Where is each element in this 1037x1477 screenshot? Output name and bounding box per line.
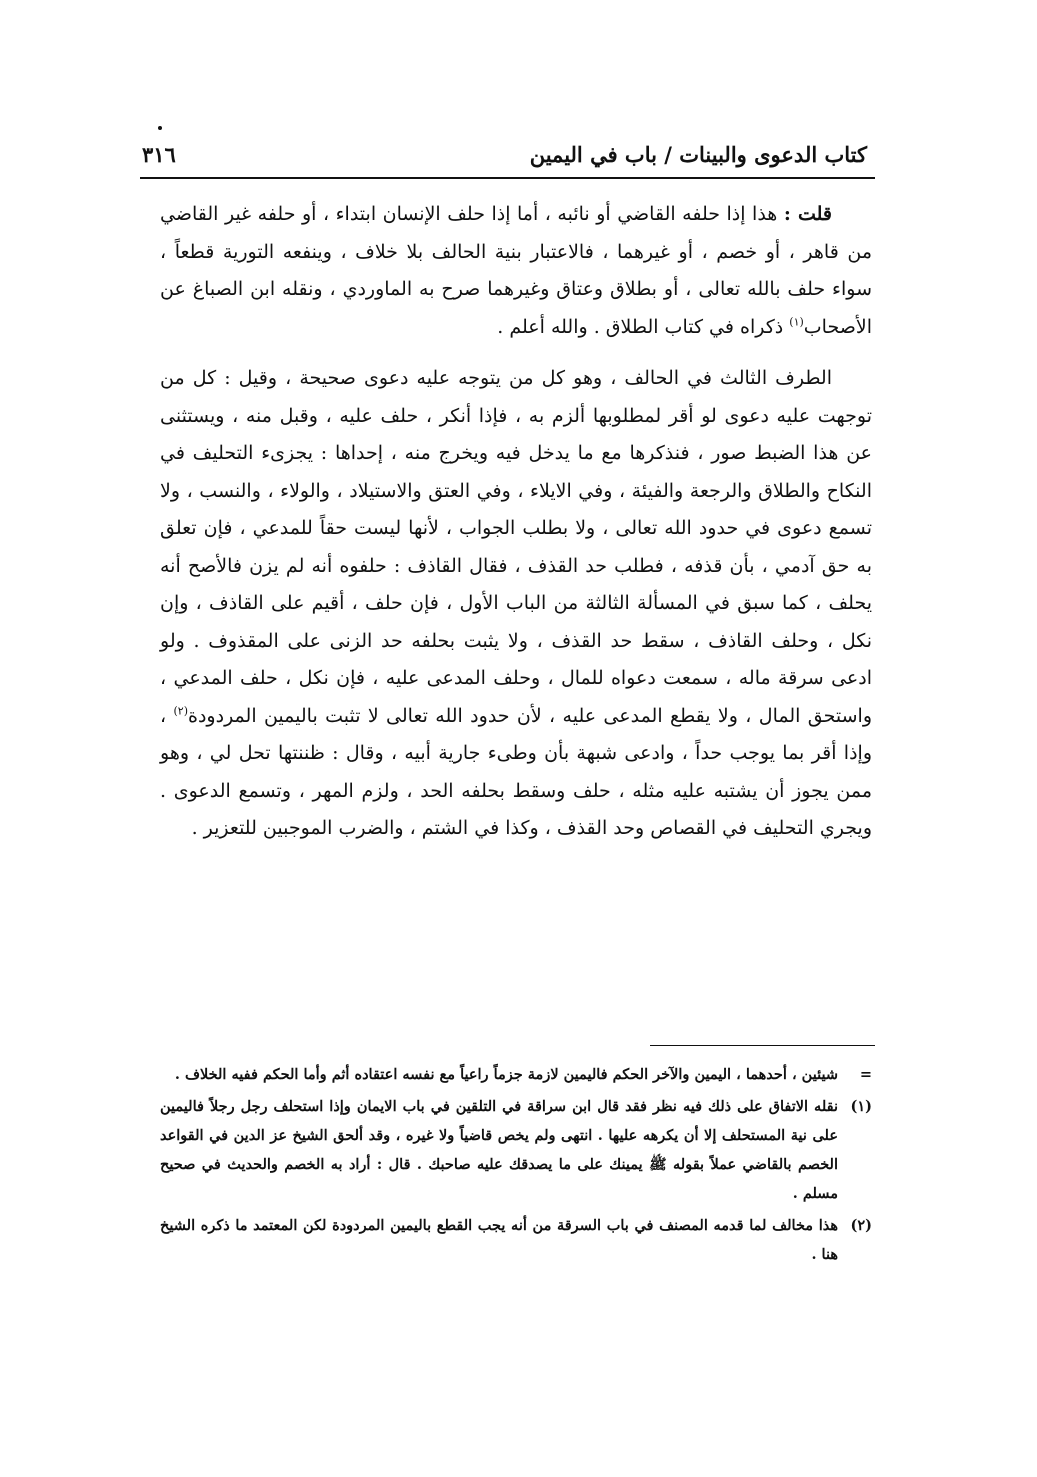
paragraph-text: ذكراه في كتاب الطلاق . والله أعلم . xyxy=(497,315,790,338)
footnote-1 xyxy=(160,1092,872,1208)
footnote-ref-2[interactable]: (٢) xyxy=(173,704,189,718)
page-number: ٣١٦ xyxy=(142,142,176,167)
footnote-marker: (٢) xyxy=(850,1217,872,1234)
paragraph-lead: قلت : xyxy=(783,203,832,225)
footnote-text: هذا مخالف لما قدمه المصنف في باب السرقة من أنه يجب القطع باليمين المردودة لكن المعتمد ما ذكره الشيخ هنا . xyxy=(160,1217,838,1263)
paragraph-1 xyxy=(160,196,872,346)
header-divider xyxy=(140,177,875,179)
main-text xyxy=(160,196,872,848)
footnotes xyxy=(160,1060,872,1272)
footnote-continuation xyxy=(160,1060,872,1089)
header-title: كتاب الدعوى والبينات / باب في اليمين xyxy=(529,142,867,167)
footnote-marker: = xyxy=(859,1066,872,1083)
footnote-ref-1[interactable]: (١) xyxy=(789,315,804,329)
paragraph-text: الطرف الثالث في الحالف ، وهو كل من يتوجه عليه دعوى صحيحة ، وقيل : كل من توجهت عليه دعوى لو أقر لمطلوبها ألزم به ، فإذا أنكر ، حلف عليه ، وقبل منه ، ويستثنى عن هذا الضبط صور ، فنذكرها مع ما يدخل فيه ويخرج منه ، إحداها : يجزىء التحليف في النكاح والطلاق والرجعة والفيئة ، وفي الايلاء ، وفي العتق والاستيلاد ، والولاء ، والنسب ، ولا تسمع دعوى في حدود الله تعالى ، ولا بطلب الجواب ، لأنها ليست حقاً للمدعي ، فإن تعلق به حق آدمي ، بأن قذفه ، فطلب حد القذف ، فقال القاذف : حلفوه أنه لم يزن فالأصح أنه يحلف ، كما سبق في المسألة الثالثة من الباب الأول ، فإن حلف ، أقيم على القاذف ، وإن نكل ، وحلف القاذف ، سقط حد القذف ، ولا يثبت بحلفه حد الزنى على المقذوف . ولو ادعى سرقة ماله ، سمعت دعواه للمال ، وحلف المدعى عليه ، فإن نكل ، حلف المدعي ، واستحق المال ، ولا يقطع المدعى عليه ، لأن حدود الله تعالى لا تثبت باليمين المردودة xyxy=(160,367,873,727)
paragraph-text: هذا إذا حلفه القاضي أو نائبه ، أما إذا حلف الإنسان ابتداء ، أو حلفه غير القاضي من قاهر ، أو خصم ، أو غيرهما ، فالاعتبار بنية الحالف بلا خلاف ، وينفعه التورية قطعاً ، سواء حلف بالله تعالى ، أو بطلاق وعتاق وغيرهما صرح به الماوردي ، ونقله ابن الصباغ عن الأصحاب xyxy=(160,203,872,338)
footnote-text: نقله الاتفاق على ذلك فيه نظر فقد قال ابن سراقة في التلقين في باب الايمان وإذا استحلف رجل رجلاً فاليمين على نية المستحلف إلا أن يكرهه عليها . انتهى ولم يخص قاضياً ولا غيره ، وقد ألحق الشيخ عز الدين في القواعد الخصم بالقاضي عملاً بقوله ﷺ يمينك على ما يصدقك عليه صاحبك . قال : أراد به الخصم والحديث في صحيح مسلم . xyxy=(160,1098,838,1202)
footnote-2 xyxy=(160,1211,872,1269)
paragraph-2 xyxy=(160,360,872,848)
page-mark xyxy=(158,126,162,130)
footnote-divider xyxy=(650,1045,875,1046)
footnote-text: شيئين ، أحدهما ، اليمين والآخر الحكم فاليمين لازمة جزماً راعياً مع نفسه اعتقاده أثم وأما الحكم ففيه الخلاف . xyxy=(174,1066,838,1083)
footnote-marker: (١) xyxy=(850,1098,872,1115)
running-header xyxy=(140,140,875,176)
paragraph-text: ، وإذا أقر بما يوجب حداً ، وادعى شبهة بأن وطىء جارية أبيه ، وقال : ظننتها تحل لي ، وهو ممن يجوز أن يشتبه عليه مثله ، حلف وسقط بحلفه الحد ، ولزم المهر ، وتسمع الدعوى . ويجري التحليف في القصاص وحد القذف ، وكذا في الشتم ، والضرب الموجبين للتعزير . xyxy=(160,704,872,839)
